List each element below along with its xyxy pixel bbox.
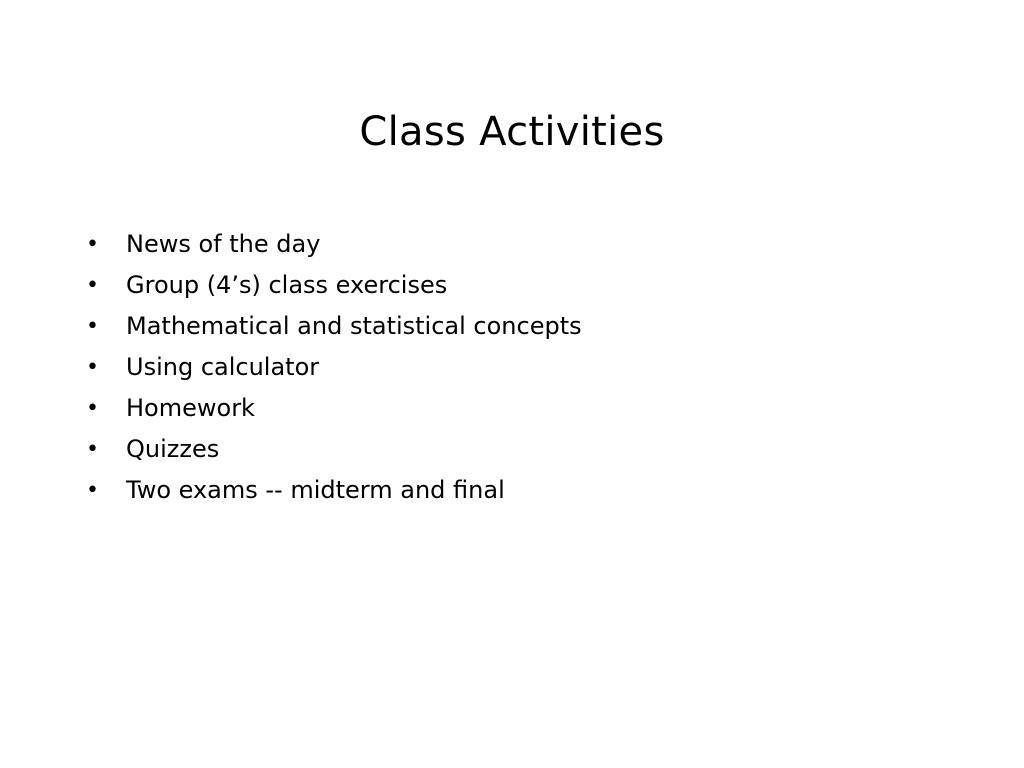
list-item-label: Mathematical and statistical concepts: [126, 312, 582, 340]
bullet-marker: •: [86, 478, 99, 503]
slide-title: Class Activities: [359, 109, 665, 155]
list-item-label: Two exams -- midterm and final: [126, 476, 505, 504]
bullet-marker: •: [86, 437, 99, 462]
list-item-label: News of the day: [126, 230, 321, 258]
bullet-marker: •: [86, 232, 99, 257]
list-item-label: Homework: [126, 394, 255, 422]
bullet-marker: •: [86, 314, 99, 339]
list-item-label: Group (4’s) class exercises: [126, 271, 448, 299]
bullet-marker: •: [86, 355, 99, 380]
bullet-marker: •: [86, 273, 99, 298]
list-item-label: Quizzes: [126, 435, 220, 463]
bullet-marker: •: [86, 396, 99, 421]
list-item-label: Using calculator: [126, 353, 320, 381]
